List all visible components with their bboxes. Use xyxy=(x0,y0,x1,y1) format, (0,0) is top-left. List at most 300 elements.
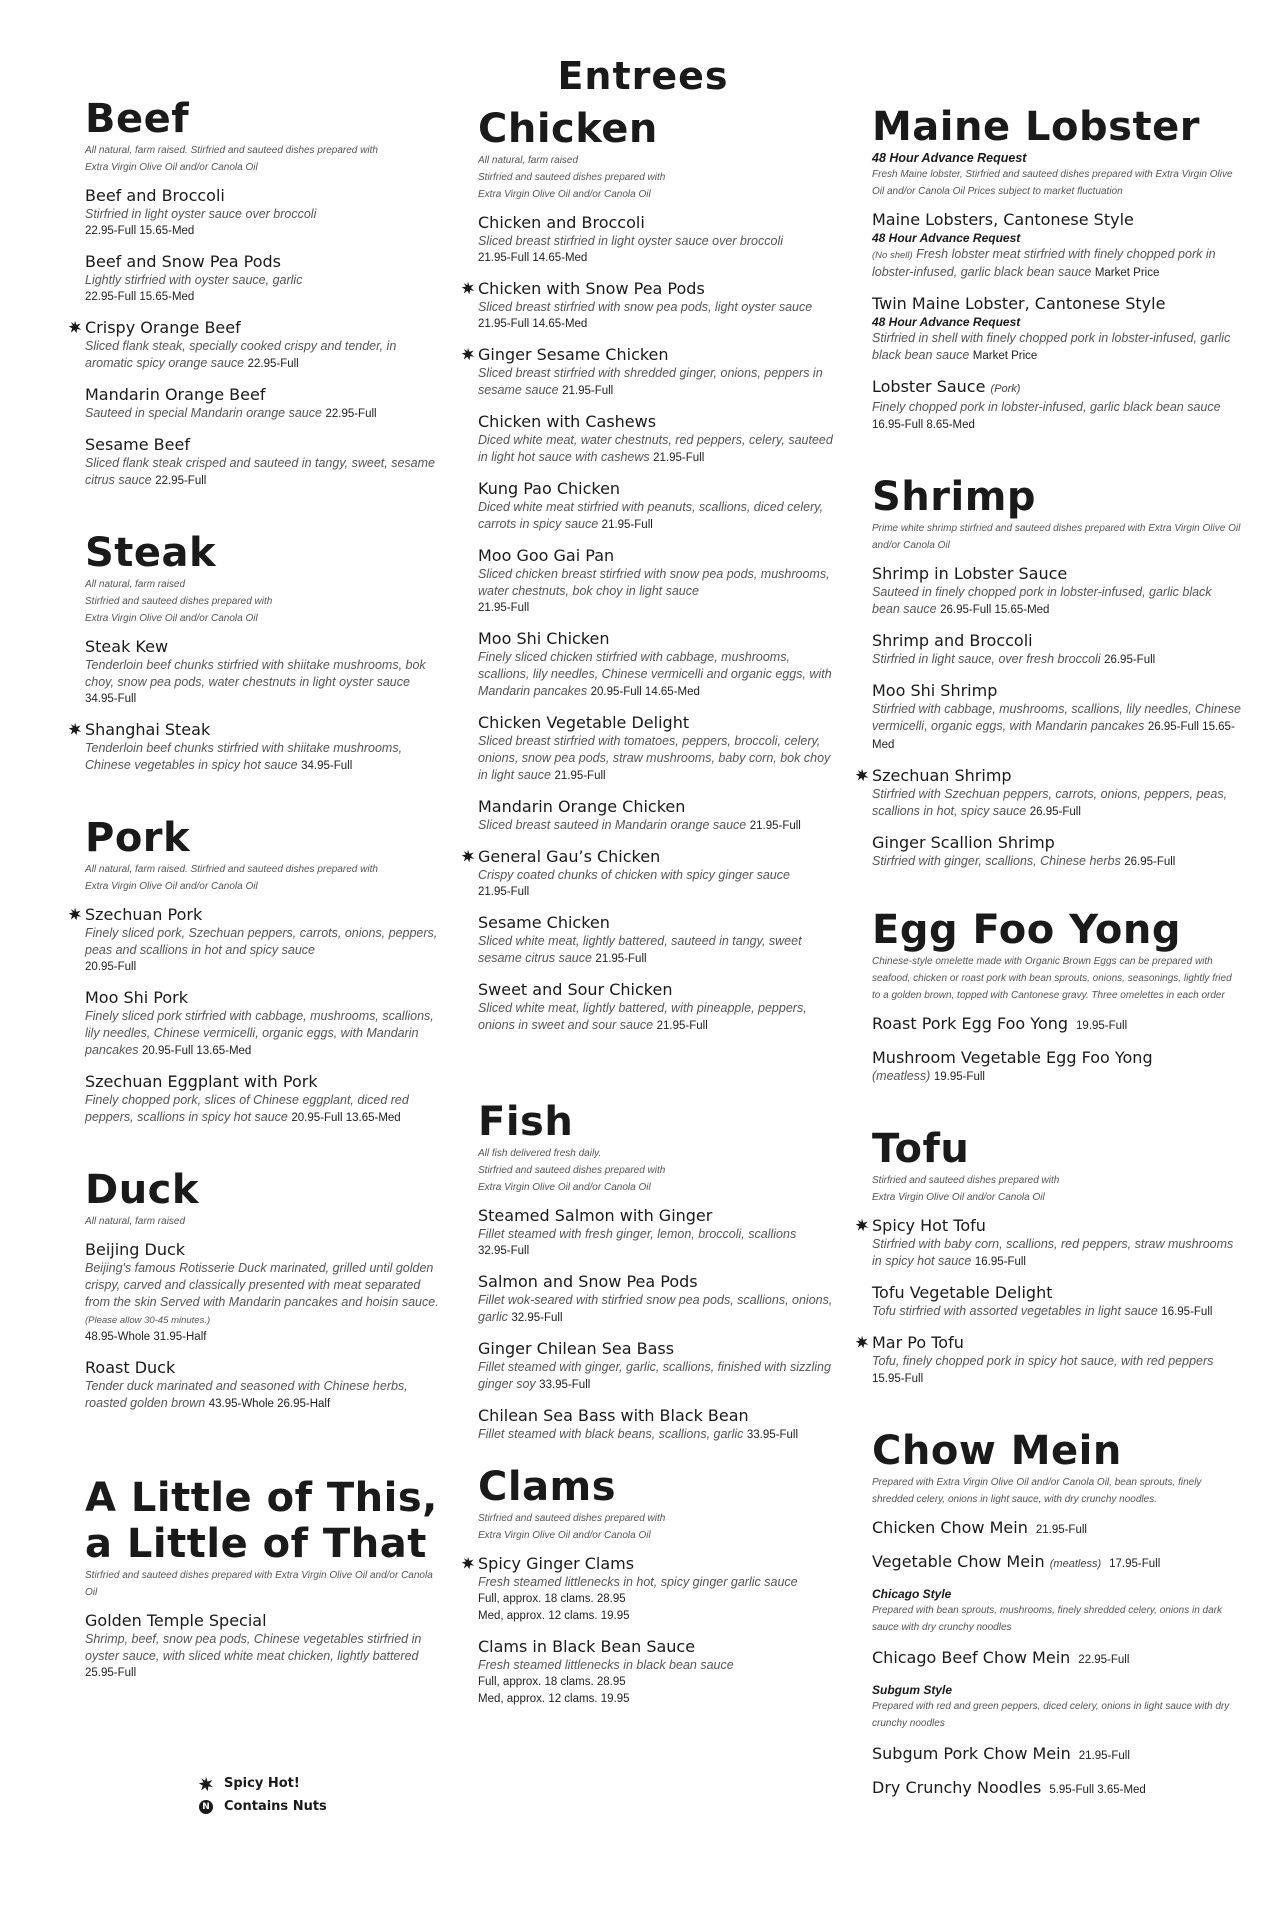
item-description xyxy=(872,1236,1242,1271)
menu-section xyxy=(85,1167,445,1413)
menu-item xyxy=(872,1586,1242,1636)
menu-item xyxy=(872,1648,1242,1670)
item-price: 22.95-Full xyxy=(247,358,299,370)
item-description xyxy=(478,1226,840,1243)
item-description xyxy=(872,786,1242,821)
item-desc-text: Stirfried in light sauce, over fresh broccoli xyxy=(872,652,1101,666)
item-desc-text: Tofu, finely chopped pork in spicy hot sauce, with red peppers xyxy=(872,1354,1214,1368)
item-description xyxy=(872,1602,1242,1636)
menu-item xyxy=(478,1406,840,1444)
item-desc-text: Sliced breast stirfried in light oyster sauce over broccoli xyxy=(478,234,783,248)
item-name-text: Beef and Broccoli xyxy=(85,186,225,205)
item-name-text: Subgum Pork Chow Mein xyxy=(872,1744,1071,1763)
section-note: Stirfried and sauteed dishes prepared with Extra Virgin Olive Oil and/or Canola Oil xyxy=(872,1175,1060,1203)
menu-item xyxy=(872,631,1242,669)
item-name xyxy=(478,1554,840,1574)
menu-column-1 xyxy=(85,96,445,1694)
item-description xyxy=(872,1303,1242,1321)
menu-item xyxy=(478,412,840,467)
menu-item xyxy=(872,564,1242,619)
menu-section xyxy=(872,1126,1242,1388)
legend xyxy=(198,1772,327,1818)
item-price: Full, approx. 18 clams. 28.95 xyxy=(478,1676,626,1688)
item-name xyxy=(478,713,840,733)
menu-item xyxy=(478,980,840,1035)
item-name-text: Vegetable Chow Mein xyxy=(872,1552,1045,1571)
item-desc-text: Lightly stirfried with oyster sauce, garlic xyxy=(85,273,303,287)
menu-section xyxy=(85,815,445,1127)
item-price: 32.95-Full xyxy=(511,1312,563,1324)
item-price: 34.95-Full xyxy=(301,760,353,772)
item-name xyxy=(872,1048,1242,1068)
item-price: Market Price xyxy=(1094,267,1160,279)
item-description xyxy=(85,1092,445,1127)
item-description xyxy=(85,338,445,373)
item-name xyxy=(85,637,445,657)
section-note: All natural, farm raised xyxy=(85,1216,186,1227)
item-desc-text: Stirfried with baby corn, scallions, red peppers, straw mushrooms in spicy hot sauce xyxy=(872,1237,1234,1268)
menu-item xyxy=(872,681,1242,754)
menu-column-3 xyxy=(872,96,1242,1812)
item-subtitle: 48 Hour Advance Request xyxy=(872,231,1021,245)
item-name-text: Maine Lobsters, Cantonese Style xyxy=(872,210,1134,229)
menu-item xyxy=(85,988,445,1060)
item-name-text: Chicken Vegetable Delight xyxy=(478,713,690,732)
menu-section xyxy=(478,106,840,1035)
item-name xyxy=(872,210,1242,230)
item-description xyxy=(85,206,445,223)
item-name xyxy=(85,252,445,272)
section-note: All natural, farm raised. Stirfried and sauteed dishes prepared with Extra Virgin Olive Oil and/or Canola Oil xyxy=(85,145,378,173)
item-name-text: Tofu Vegetable Delight xyxy=(872,1283,1053,1302)
item-name-text: Roast Duck xyxy=(85,1358,176,1377)
item-description xyxy=(872,1068,1242,1086)
menu-column-2 xyxy=(478,96,840,1720)
spicy-hot-icon xyxy=(461,347,475,361)
item-description xyxy=(85,657,445,691)
section-subtitle: 48 Hour Advance Request xyxy=(872,151,1027,165)
item-price: 33.95-Full xyxy=(746,1429,799,1441)
item-description xyxy=(478,649,840,701)
menu-item xyxy=(872,1216,1242,1271)
menu-item xyxy=(478,629,840,701)
item-name-text: Kung Pao Chicken xyxy=(478,479,621,498)
menu-section xyxy=(85,530,445,775)
item-description xyxy=(85,272,445,289)
item-price: 26.95-Full xyxy=(1104,654,1156,666)
item-name xyxy=(872,631,1242,651)
item-desc-text: Sliced white meat, lightly battered, with pineapple, peppers, onions in sweet and sour sauce xyxy=(478,1001,807,1032)
item-price: 22.95-Full xyxy=(1078,1654,1130,1666)
item-price: 21.95-Full xyxy=(478,886,530,898)
item-name-text: Chilean Sea Bass with Black Bean xyxy=(478,1406,749,1425)
item-description xyxy=(478,1657,840,1674)
item-name xyxy=(872,1518,1242,1540)
menu-item xyxy=(478,797,840,835)
item-price: 19.95-Full xyxy=(1076,1020,1128,1032)
item-name xyxy=(872,1778,1242,1800)
item-desc-text: Prepared with bean sprouts, mushrooms, finely shredded celery, onions in dark sauce with dry crunchy noodles xyxy=(872,1605,1222,1633)
item-price: 17.95-Full xyxy=(1109,1558,1161,1570)
item-name-text: Sesame Chicken xyxy=(478,913,610,932)
section-note: Prime white shrimp stirfried and sauteed dishes prepared with Extra Virgin Olive Oil and/or Canola Oil xyxy=(872,523,1241,551)
item-name xyxy=(478,1339,840,1359)
item-desc-text: Finely sliced pork stirfried with cabbage, mushrooms, scallions, lily needles, Chinese vermicelli, organic eggs, with Mandarin pancakes xyxy=(85,1009,434,1057)
item-description xyxy=(85,1008,445,1060)
section-note: Prepared with Extra Virgin Olive Oil and/or Canola Oil, bean sprouts, finely shredded celery, onions in light sauce, with dry crunchy noodles. xyxy=(872,1477,1202,1505)
item-name xyxy=(85,318,445,338)
menu-item xyxy=(85,385,445,423)
menu-item xyxy=(478,847,840,901)
item-desc-text: Sliced flank steak crisped and sauteed in tangy, sweet, sesame citrus sauce xyxy=(85,456,435,487)
item-name-text: Salmon and Snow Pea Pods xyxy=(478,1272,698,1291)
item-price: 26.95-Full 15.65-Med xyxy=(872,721,1235,751)
item-price: 21.95-Full xyxy=(1078,1750,1130,1762)
item-name xyxy=(872,766,1242,786)
menu-section xyxy=(872,474,1242,871)
item-desc-text: Finely chopped pork in lobster-infused, garlic black bean sauce xyxy=(872,400,1221,414)
item-price: 16.95-Full xyxy=(974,1256,1026,1268)
section-title: Pork xyxy=(85,815,191,861)
item-desc-text: Stirfried in shell with finely chopped pork in lobster-infused, garlic black bean sauce xyxy=(872,331,1231,362)
menu-item xyxy=(872,377,1242,434)
legend-nuts-label: Contains Nuts xyxy=(224,1799,327,1814)
item-name xyxy=(478,1272,840,1292)
item-name xyxy=(872,564,1242,584)
item-price: 20.95-Full xyxy=(85,961,137,973)
menu-item xyxy=(85,720,445,775)
item-price: 21.95-Full xyxy=(562,385,614,397)
item-name xyxy=(85,1358,445,1378)
item-desc-text: Fillet wok-seared with stirfried snow pea pods, scallions, onions, garlic xyxy=(478,1293,833,1324)
menu-section xyxy=(872,907,1242,1086)
menu-item xyxy=(478,1206,840,1260)
item-name-text: Lobster Sauce xyxy=(872,377,986,396)
item-name-text: Mar Po Tofu xyxy=(872,1333,964,1352)
item-name xyxy=(85,1611,445,1631)
item-description xyxy=(872,1353,1242,1388)
menu-item xyxy=(85,435,445,490)
item-description xyxy=(872,701,1242,754)
item-price: 20.95-Full 13.65-Med xyxy=(142,1045,252,1057)
item-name xyxy=(478,1206,840,1226)
menu-item xyxy=(478,279,840,333)
menu-section xyxy=(85,96,445,490)
item-desc-text: Fresh steamed littlenecks in black bean sauce xyxy=(478,1658,734,1672)
item-name-text: Szechuan Pork xyxy=(85,905,203,924)
item-desc-text: Sliced breast stirfried with shredded ginger, onions, peppers in sesame sauce xyxy=(478,366,823,397)
item-name-text: Moo Goo Gai Pan xyxy=(478,546,615,565)
item-name-text: Moo Shi Chicken xyxy=(478,629,610,648)
item-price: 21.95-Full xyxy=(653,452,705,464)
item-description xyxy=(85,1260,445,1329)
item-description xyxy=(85,1378,445,1413)
item-name xyxy=(872,1283,1242,1303)
item-name-text: Moo Shi Shrimp xyxy=(872,681,998,700)
item-desc-text: Sauteed in special Mandarin orange sauce xyxy=(85,406,322,420)
item-price: 5.95-Full 3.65-Med xyxy=(1049,1784,1146,1796)
menu-item xyxy=(85,1240,445,1346)
item-name-text: Chicken and Broccoli xyxy=(478,213,645,232)
section-title: Chow Mein xyxy=(872,1428,1122,1474)
item-name xyxy=(85,905,445,925)
item-name-text: Szechuan Shrimp xyxy=(872,766,1012,785)
item-name xyxy=(872,1333,1242,1353)
item-desc-text: Finely sliced pork, Szechuan peppers, carrots, onions, peppers, peas and scallions in hot and spicy sauce xyxy=(85,926,438,957)
item-price: 22.95-Full xyxy=(325,408,377,420)
section-title: Duck xyxy=(85,1167,199,1213)
item-name-text: Twin Maine Lobster, Cantonese Style xyxy=(872,294,1166,313)
item-name xyxy=(478,546,840,566)
item-description xyxy=(85,455,445,490)
item-description xyxy=(872,1698,1242,1732)
item-description xyxy=(872,853,1242,871)
section-title: Chicken xyxy=(478,106,658,152)
item-name xyxy=(478,797,840,817)
item-description xyxy=(872,584,1242,619)
item-name xyxy=(478,479,840,499)
menu-item xyxy=(85,186,445,240)
item-desc-text: Fillet steamed with black beans, scallions, garlic xyxy=(478,1427,744,1441)
menu-item xyxy=(872,1283,1242,1321)
item-name xyxy=(85,720,445,740)
item-description xyxy=(478,233,840,250)
section-title: Clams xyxy=(478,1464,617,1510)
item-name-text: Chicken Chow Mein xyxy=(872,1518,1028,1537)
item-name-text: Spicy Hot Tofu xyxy=(872,1216,986,1235)
item-name-text: Mushroom Vegetable Egg Foo Yong xyxy=(872,1048,1153,1067)
item-price: 19.95-Full xyxy=(933,1071,985,1083)
item-description xyxy=(478,1359,840,1394)
spicy-hot-icon xyxy=(68,907,82,921)
menu-item xyxy=(478,546,840,617)
item-price: 21.95-Full xyxy=(601,519,653,531)
item-price: 43.95-Whole 26.95-Half xyxy=(208,1398,331,1410)
menu-item xyxy=(478,713,840,785)
item-desc-text: Tenderloin beef chunks stirfried with shiitake mushrooms, bok choy, snow pea pods, water chestnuts in light oyster sauce xyxy=(85,658,426,689)
item-name-text: Beijing Duck xyxy=(85,1240,186,1259)
item-description xyxy=(85,1631,445,1665)
item-price: 20.95-Full 14.65-Med xyxy=(590,686,700,698)
page-title: Entrees xyxy=(557,54,729,98)
item-desc-text: Sliced breast stirfried with snow pea pods, light oyster sauce xyxy=(478,300,813,314)
item-qualifier: (Pork) xyxy=(990,383,1021,395)
item-desc-text: Diced white meat stirfried with peanuts, scallions, diced celery, carrots in spicy sauce xyxy=(478,500,824,531)
item-name xyxy=(85,1072,445,1092)
item-price: Med, approx. 12 clams. 19.95 xyxy=(478,1693,630,1705)
item-description xyxy=(85,925,445,959)
item-name xyxy=(85,186,445,206)
item-price: 22.95-Full xyxy=(155,475,207,487)
item-price: 21.95-Full 14.65-Med xyxy=(478,252,588,264)
menu-item xyxy=(478,913,840,968)
item-name-text: Spicy Ginger Clams xyxy=(478,1554,635,1573)
legend-spicy xyxy=(198,1772,327,1795)
item-description xyxy=(478,1000,840,1035)
item-name-text: Sweet and Sour Chicken xyxy=(478,980,673,999)
menu-item xyxy=(872,1518,1242,1540)
item-desc-text: Sliced breast sauteed in Mandarin orange sauce xyxy=(478,818,747,832)
item-desc-text: Fresh lobster meat stirfried with finely chopped pork in lobster-infused, garlic black bean sauce xyxy=(872,247,1216,279)
section-title: Beef xyxy=(85,96,190,142)
item-price: 21.95-Full xyxy=(478,602,530,614)
item-name xyxy=(478,412,840,432)
item-description xyxy=(478,566,840,600)
spicy-hot-icon xyxy=(855,768,869,782)
item-name-text: Beef and Snow Pea Pods xyxy=(85,252,281,271)
item-name xyxy=(85,1240,445,1260)
menu-item xyxy=(478,345,840,400)
section-note: All natural, farm raised. Stirfried and sauteed dishes prepared with Extra Virgin Olive Oil and/or Canola Oil xyxy=(85,864,378,892)
spicy-hot-icon xyxy=(855,1218,869,1232)
section-note: Fresh Maine lobster, Stirfried and sauteed dishes prepared with Extra Virgin Olive Oil and/or Canola Oil Prices subject to market fluctuation xyxy=(872,169,1233,197)
contains-nuts-icon: N xyxy=(199,1800,213,1814)
item-description xyxy=(478,1426,840,1444)
section-note: Stirfried and sauteed dishes prepared with Extra Virgin Olive Oil and/or Canola Oil xyxy=(478,1513,666,1541)
item-name xyxy=(872,1014,1242,1036)
menu-item xyxy=(478,1554,840,1625)
item-name-text: General Gau’s Chicken xyxy=(478,847,661,866)
spicy-hot-icon xyxy=(68,722,82,736)
item-name xyxy=(478,913,840,933)
item-name xyxy=(872,681,1242,701)
item-name xyxy=(478,980,840,1000)
item-price: 32.95-Full xyxy=(478,1245,530,1257)
item-desc-text: Fresh steamed littlenecks in hot, spicy ginger garlic sauce xyxy=(478,1575,798,1589)
menu-item xyxy=(85,1358,445,1413)
menu-item xyxy=(478,1339,840,1394)
item-price: 22.95-Full 15.65-Med xyxy=(85,225,195,237)
item-desc-text: Sliced flank steak, specially cooked crispy and tender, in aromatic spicy orange sauce xyxy=(85,339,397,370)
item-name xyxy=(872,1552,1242,1574)
menu-item xyxy=(478,213,840,267)
item-desc-text: Sliced chicken breast stirfried with snow pea pods, mushrooms, water chestnuts, bok choy in light sauce xyxy=(478,567,830,598)
item-price: 21.95-Full xyxy=(749,820,801,832)
menu-item xyxy=(85,905,445,976)
item-name-text: Chicken with Snow Pea Pods xyxy=(478,279,705,298)
item-name-text: Mandarin Orange Chicken xyxy=(478,797,686,816)
menu-section xyxy=(478,1464,840,1708)
section-title: Egg Foo Yong xyxy=(872,907,1181,953)
menu-item xyxy=(872,1744,1242,1766)
item-desc-text: Sauteed in finely chopped pork in lobster-infused, garlic black bean sauce xyxy=(872,585,1212,616)
item-desc-text: (meatless) xyxy=(872,1069,931,1083)
item-desc-text: Shrimp, beef, snow pea pods, Chinese vegetables stirfried in oyster sauce, with sliced white meat chicken, lightly battered xyxy=(85,1632,422,1663)
item-price: 21.95-Full xyxy=(656,1020,708,1032)
item-desc-text: Fillet steamed with fresh ginger, lemon, broccoli, scallions xyxy=(478,1227,797,1241)
menu-item xyxy=(872,1048,1242,1086)
menu-item xyxy=(85,1611,445,1682)
item-description xyxy=(478,299,840,316)
item-desc-text: Tender duck marinated and seasoned with Chinese herbs, roasted golden brown xyxy=(85,1379,408,1410)
item-price: Full, approx. 18 clams. 28.95 xyxy=(478,1593,626,1605)
section-title: Shrimp xyxy=(872,474,1037,520)
menu-item xyxy=(872,1682,1242,1732)
section-title: Steak xyxy=(85,530,217,576)
item-description xyxy=(478,933,840,968)
menu-item xyxy=(872,1552,1242,1574)
menu-item xyxy=(872,833,1242,871)
menu-item xyxy=(85,318,445,373)
spicy-hot-icon xyxy=(461,1556,475,1570)
menu-item xyxy=(872,766,1242,821)
item-price: 26.95-Full xyxy=(1029,806,1081,818)
menu-section xyxy=(872,104,1242,434)
item-description xyxy=(85,740,445,775)
item-price: 25.95-Full xyxy=(85,1667,137,1679)
legend-nuts xyxy=(198,1795,327,1818)
item-name-text: Steak Kew xyxy=(85,637,169,656)
item-name-text: Ginger Chilean Sea Bass xyxy=(478,1339,675,1358)
item-name-text: Ginger Sesame Chicken xyxy=(478,345,669,364)
item-name xyxy=(85,988,445,1008)
item-name-text: Dry Crunchy Noodles xyxy=(872,1778,1042,1797)
item-price: 34.95-Full xyxy=(85,693,137,705)
item-desc-text: Beijing's famous Rotisserie Duck marinated, grilled until golden crispy, carved and classically presented with meat separated from the skin Served with Mandarin pancakes and hoisin sauce. xyxy=(85,1261,439,1309)
menu-item xyxy=(85,637,445,708)
item-desc-text: Stirfried with Szechuan peppers, carrots, onions, peppers, peas, scallions in hot, spicy sauce xyxy=(872,787,1228,818)
item-description xyxy=(478,365,840,400)
item-description xyxy=(478,867,840,884)
item-name-text: Steamed Salmon with Ginger xyxy=(478,1206,713,1225)
item-name xyxy=(478,279,840,299)
item-subtitle: 48 Hour Advance Request xyxy=(872,315,1021,329)
item-name-text: Sesame Beef xyxy=(85,435,190,454)
item-desc-text: Finely chopped pork, slices of Chinese eggplant, diced red peppers, scallions in spicy hot sauce xyxy=(85,1093,409,1124)
section-note: Stirfried and sauteed dishes prepared with Extra Virgin Olive Oil and/or Canola Oil xyxy=(85,1570,433,1598)
item-name xyxy=(478,629,840,649)
item-name-text: Roast Pork Egg Foo Yong xyxy=(872,1014,1069,1033)
item-description xyxy=(872,651,1242,669)
item-description xyxy=(478,1292,840,1327)
menu-item xyxy=(478,1272,840,1327)
section-note: All natural, farm raised Stirfried and sauteed dishes prepared with Extra Virgin Olive Oil and/or Canola Oil xyxy=(478,155,666,200)
item-price: 21.95-Full xyxy=(554,770,606,782)
item-desc-text: Finely sliced chicken stirfried with cabbage, mushrooms, scallions, lily needles, Chinese vermicelli and organic eggs, with Mandarin pancakes xyxy=(478,650,832,698)
section-title: A Little of This, a Little of That xyxy=(85,1475,438,1567)
item-name xyxy=(872,1216,1242,1236)
item-name-text: Ginger Scallion Shrimp xyxy=(872,833,1055,852)
item-desc-text: Stirfried in light oyster sauce over broccoli xyxy=(85,207,317,221)
item-name xyxy=(478,847,840,867)
item-desc-text: Fillet steamed with ginger, garlic, scallions, finished with sizzling ginger soy xyxy=(478,1360,831,1391)
item-description xyxy=(478,733,840,785)
item-name-text: Szechuan Eggplant with Pork xyxy=(85,1072,318,1091)
item-name xyxy=(85,385,445,405)
item-price: 26.95-Full 15.65-Med xyxy=(940,604,1050,616)
item-name-text: Golden Temple Special xyxy=(85,1611,267,1630)
item-price: 16.95-Full 8.65-Med xyxy=(872,419,975,431)
menu-item xyxy=(872,294,1242,365)
item-name-text: Shanghai Steak xyxy=(85,720,211,739)
item-name-text: Chicken with Cashews xyxy=(478,412,657,431)
item-name-text: Crispy Orange Beef xyxy=(85,318,241,337)
item-price: 48.95-Whole 31.95-Half xyxy=(85,1331,207,1343)
item-description xyxy=(85,405,445,423)
item-name xyxy=(478,345,840,365)
item-name xyxy=(872,377,1242,399)
item-price: 22.95-Full 15.65-Med xyxy=(85,291,195,303)
item-name xyxy=(478,1406,840,1426)
spicy-hot-icon xyxy=(461,849,475,863)
menu-section xyxy=(85,1475,445,1682)
item-name xyxy=(872,833,1242,853)
item-description xyxy=(872,330,1242,365)
item-name xyxy=(478,213,840,233)
item-price: 20.95-Full 13.65-Med xyxy=(291,1112,401,1124)
item-price: 16.95-Full xyxy=(1161,1306,1213,1318)
item-price: 15.95-Full xyxy=(872,1373,924,1385)
